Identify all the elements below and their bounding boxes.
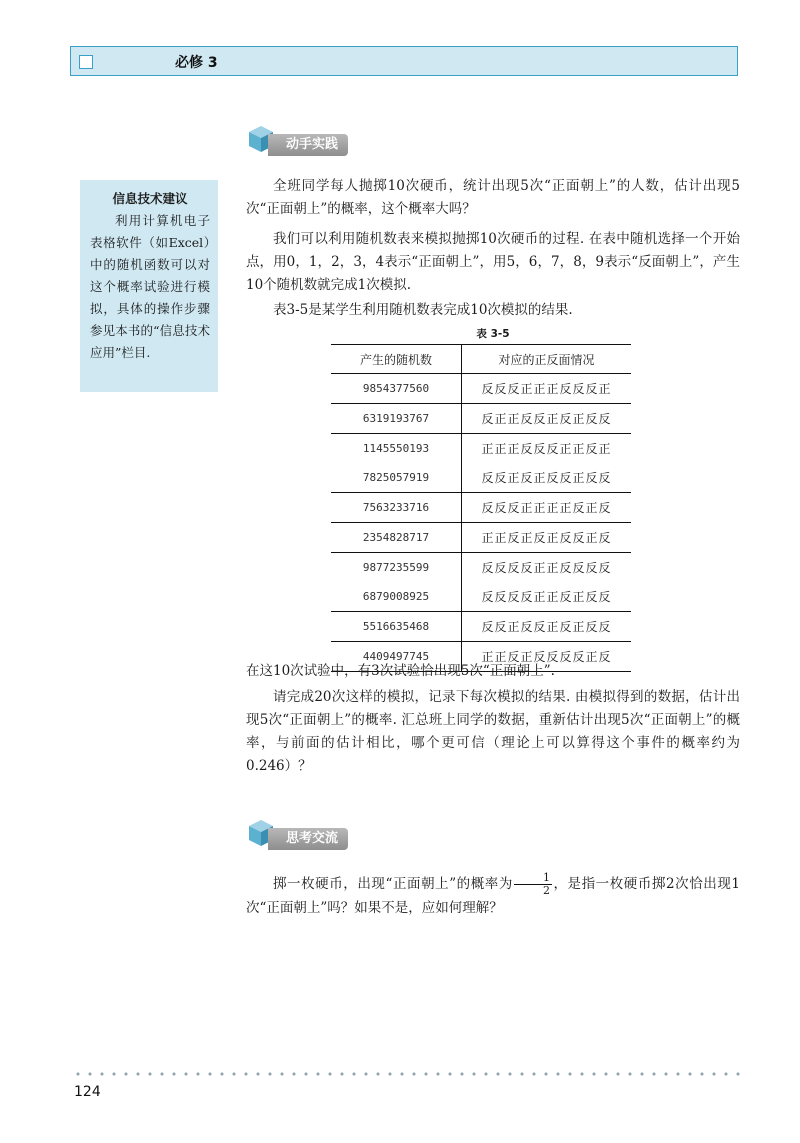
- random-number-cell: 9854377560: [331, 374, 462, 404]
- discuss-badge-label: 思考交流: [268, 828, 348, 850]
- discuss-text-before: 掷一枚硬币，出现“正面朝上”的概率为: [273, 876, 513, 892]
- sidebar-title: 信息技术建议: [112, 191, 188, 206]
- table-caption: 表 3-5: [476, 328, 510, 340]
- paragraph-1: 全班同学每人抛掷10次硬币，统计出现5次“正面朝上”的人数，估计出现5次“正面朝上”的概率，这个概率大吗？: [246, 178, 740, 217]
- header-square-icon: [79, 55, 93, 69]
- table-row: [331, 434, 631, 464]
- outcome-cell: 反反反正正正正反正反: [462, 493, 632, 523]
- paragraph-2: 我们可以利用随机数表来模拟抛掷10次硬币的过程. 在表中随机选择一个开始点，用0，1，2，3，4表示“正面朝上”，用5，6，7，8，9表示“反面朝上”，产生10个随机数就完成1次模拟.: [246, 231, 740, 293]
- sidebar-body: 利用计算机电子表格软件（如Excel）中的随机函数可以对这个概率试验进行模拟，具体的操作步骤参见本书的“信息技术应用”栏目.: [90, 213, 210, 360]
- table-header-row: [331, 345, 631, 374]
- table-row: [331, 374, 631, 404]
- random-number-cell: 4409497745: [331, 642, 462, 672]
- random-number-cell: 7825057919: [331, 463, 462, 493]
- footer-dotted-rule: [72, 1072, 740, 1076]
- outcome-cell: 反反反反正正反反反反: [462, 553, 632, 583]
- paragraph-3: 表3-5是某学生利用随机数表完成10次模拟的结果.: [273, 302, 573, 318]
- outcome-cell: 正正反正反正反反正反: [462, 523, 632, 553]
- random-number-cell: 6319193767: [331, 404, 462, 434]
- random-number-cell: 1145550193: [331, 434, 462, 464]
- table-row: [331, 463, 631, 493]
- discuss-text-after: ，是指一枚硬币掷2次恰出现1次“正面朝上”吗？如果不是，应如何理解？: [246, 876, 740, 916]
- fraction-denominator: 2: [542, 884, 550, 897]
- table-row: [331, 612, 631, 642]
- random-number-cell: 2354828717: [331, 523, 462, 553]
- practice-badge-label: 动手实践: [268, 134, 348, 156]
- paragraph-5: 请完成20次这样的模拟，记录下每次模拟的结果. 由模拟得到的数据，估计出现5次“正面朝上”的概率. 汇总班上同学的数据，重新估计出现5次“正面朝上”的概率，与前面的估计相比，哪个更可信（理论上可以算得这个事件的概率约为0.246）？: [246, 689, 740, 774]
- table-header-outcome: 对应的正反面情况: [462, 345, 632, 374]
- outcome-cell: 正正正反反反正正反正: [462, 434, 632, 464]
- fraction-numerator: 1: [514, 872, 552, 885]
- outcome-cell: 反反反反正正反正反反: [481, 590, 612, 604]
- outcome-cell: 反正正反反正反正反反: [462, 404, 632, 434]
- random-number-cell: 5516635468: [331, 612, 462, 642]
- paragraph-4: 在这10次试验中，有3次试验恰出现5次“正面朝上”.: [246, 663, 555, 679]
- header-title: 必修 3: [175, 55, 218, 71]
- outcome-cell: 反反反正正正反反反正: [481, 382, 612, 396]
- table-row: [331, 404, 631, 434]
- table-row: [331, 582, 631, 612]
- table-row: [331, 523, 631, 553]
- table-row: [331, 553, 631, 583]
- outcome-cell: 反反正反正反反正反反: [481, 471, 612, 485]
- random-number-cell: 7563233716: [331, 493, 462, 523]
- running-header: [70, 46, 738, 76]
- random-number-cell: 6879008925: [331, 582, 462, 612]
- info-tech-sidebar: [80, 180, 218, 392]
- table-header-random: 产生的随机数: [331, 345, 462, 374]
- outcome-cell: 反反正反反正反正反反: [462, 612, 632, 642]
- outcome-cell: 正正反正反反反反正反: [462, 642, 632, 672]
- simulation-table: [331, 344, 631, 672]
- discuss-paragraph: [246, 872, 740, 920]
- one-half-fraction: [514, 872, 552, 897]
- table-row: [331, 493, 631, 523]
- page-number: 124: [74, 1084, 101, 1100]
- random-number-cell: 9877235599: [331, 553, 462, 583]
